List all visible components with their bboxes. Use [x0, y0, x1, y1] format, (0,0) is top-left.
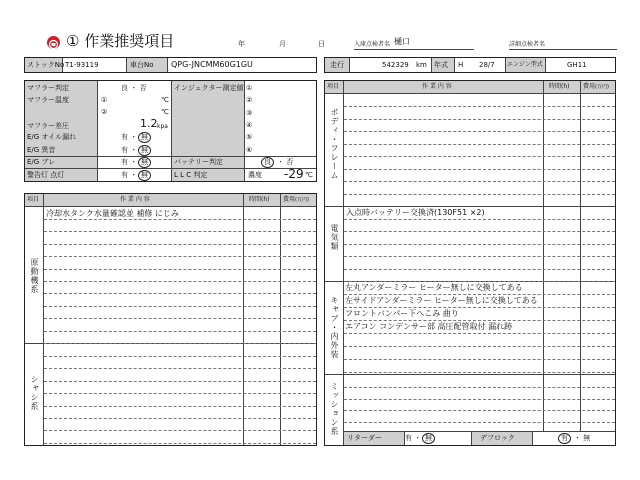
difflock-label: デフロック [480, 434, 515, 442]
chassis-value: QPG-JNCMM60G1GU [171, 60, 253, 69]
ruled-line [44, 368, 316, 369]
page-title: ① 作業推奨項目 [66, 32, 175, 50]
warn-lamp-no: 無 [138, 170, 151, 181]
injector-5: ⑤ [246, 133, 253, 141]
detail-inspector-label: 詳細点検者名 [509, 41, 546, 48]
left-header-cost: 費用(万円) [283, 196, 309, 203]
ruled-line [344, 410, 615, 411]
ruled-line [44, 219, 316, 220]
ruled-line [344, 119, 615, 120]
warn-lamp-yes: 有 ・ [121, 171, 138, 179]
injector-3: ③ [246, 109, 253, 117]
muffler-judge-label: マフラー判定 [27, 84, 69, 92]
right-header-content: 作 業 内 容 [422, 83, 452, 90]
cab-work-item-4: エアコン コンデンサー部 高圧配管取付 漏れ跡 [345, 322, 513, 331]
electrical-work-item: 入点時バッテリー交換済(130F51 ×2) [346, 208, 485, 217]
ruled-line [344, 307, 615, 308]
ruled-line [44, 418, 316, 419]
ruled-line [44, 331, 316, 332]
muffler-temp-label: マフラー温度 [27, 96, 69, 104]
injector-2: ② [246, 96, 253, 104]
left-header-item: 項目 [27, 196, 40, 203]
ruled-line [44, 356, 316, 357]
mileage-unit: km [416, 61, 427, 69]
electrical-section-label: 電気類 [330, 224, 339, 251]
retarder-no: 無 [422, 433, 435, 444]
month-label: 月 [279, 40, 286, 48]
ruled-line [44, 256, 316, 257]
battery-bad: ・ 否 [277, 158, 294, 166]
injector-label: インジェクター測定値 [174, 84, 244, 92]
engine-work-item: 冷却水タンク水量確認並 補修 にじみ [46, 209, 179, 218]
mission-section-label: ミッション系 [330, 382, 339, 436]
right-header-item: 項目 [327, 83, 340, 90]
muffler-judge-value: 良 ・ 否 [121, 84, 147, 92]
ruled-line [344, 106, 615, 107]
logo-icon [47, 36, 60, 49]
ruled-line [344, 387, 615, 388]
ruled-line [344, 169, 615, 170]
mileage-label: 走行 [330, 61, 344, 69]
engine-type-value: GH11 [567, 61, 587, 69]
ruled-line [44, 231, 316, 232]
ruled-line [344, 281, 615, 282]
ruled-line [344, 422, 615, 423]
left-header-time: 時間(h) [249, 196, 270, 203]
body-frame-section-label: ボディ・フレーム [330, 108, 339, 180]
battery-label: バッテリー判定 [174, 158, 223, 166]
ruled-line [44, 443, 316, 444]
year-model-value: 28/7 [479, 61, 495, 69]
retarder-yes: 有 ・ [405, 434, 422, 442]
ruled-line [344, 181, 615, 182]
ruled-line [344, 372, 615, 373]
muffler-temp-2: ② [101, 108, 108, 116]
difflock-yes: 有 [558, 433, 571, 444]
right-header-cost: 費用(万円) [583, 83, 609, 90]
ruled-line [344, 256, 615, 257]
ruled-line [44, 381, 316, 382]
stock-label: ストックNo [27, 61, 65, 69]
ruled-line [344, 346, 615, 347]
muffler-temp-1-unit: ℃ [161, 96, 169, 104]
shake-yes: 有 ・ [121, 158, 138, 166]
ruled-line [344, 131, 615, 132]
ruled-line [344, 194, 615, 195]
stock-value: T1-93119 [65, 61, 99, 69]
right-work-table [324, 80, 616, 446]
muffler-diff-unit: kpa [157, 123, 168, 130]
battery-good: 良 [261, 157, 274, 168]
year-era: H [458, 61, 464, 69]
ruled-line [344, 269, 615, 270]
ruled-line [344, 320, 615, 321]
ruled-line [344, 294, 615, 295]
ruled-line [44, 244, 316, 245]
density-unit: ℃ [305, 171, 313, 179]
chassis-section-label: シャシ系 [30, 375, 39, 411]
ruled-line [344, 359, 615, 360]
year-label: 年 [238, 40, 245, 48]
oil-leak-no: 無 [138, 132, 151, 143]
difflock-no: ・ 無 [574, 434, 591, 442]
retarder-label: リターダー [347, 434, 382, 442]
inspector-label: 入庫点検者名 [354, 41, 391, 48]
density-label: 濃度 [248, 171, 262, 179]
shake-no: 無 [138, 157, 151, 168]
ruled-line [344, 244, 615, 245]
ruled-line [344, 231, 615, 232]
ruled-line [44, 269, 316, 270]
llc-label: L L C 判定 [174, 171, 208, 179]
cab-work-item-3: フロントバンパー下へこみ 曲り [345, 309, 459, 318]
engine-section-label: 原動機系 [30, 258, 39, 294]
ruled-line [344, 333, 615, 334]
oil-leak-yes: 有 ・ [121, 133, 138, 141]
density-value: -29 [284, 167, 304, 181]
ruled-line [344, 219, 615, 220]
mileage-value: 542329 [382, 61, 409, 69]
ruled-line [44, 343, 316, 344]
shake-label: E/G ブレ [27, 158, 56, 166]
warn-lamp-label: 警告灯 点灯 [27, 171, 65, 179]
ruled-line [44, 281, 316, 282]
noise-yes: 有 ・ [121, 146, 138, 154]
ruled-line [44, 293, 316, 294]
ruled-line [44, 406, 316, 407]
day-label: 日 [318, 40, 325, 48]
injector-1: ① [246, 84, 253, 92]
muffler-temp-1: ① [101, 96, 108, 104]
muffler-diff-label: マフラー差圧 [27, 122, 69, 130]
cab-section-label: キャブ・内外装 [330, 296, 339, 359]
ruled-line [44, 306, 316, 307]
ruled-line [344, 144, 615, 145]
year-model-label: 年式 [434, 61, 448, 69]
ruled-line [44, 430, 316, 431]
engine-type-label: エンジン型式 [507, 61, 543, 68]
injector-4: ④ [246, 121, 253, 129]
ruled-line [44, 318, 316, 319]
ruled-line [344, 156, 615, 157]
right-header-time: 時間(h) [549, 83, 570, 90]
left-header-content: 作 業 内 容 [120, 196, 150, 203]
ruled-line [44, 393, 316, 394]
cab-work-item-2: 左サイドアンダーミラー ヒーター無しに交換してある [345, 296, 538, 305]
chassis-label: 車台No [130, 61, 154, 69]
noise-label: E/G 異音 [27, 146, 56, 154]
ruled-line [344, 399, 615, 400]
muffler-temp-2-unit: ℃ [161, 108, 169, 116]
noise-no: 無 [138, 145, 151, 156]
injector-6: ⑥ [246, 146, 253, 154]
cab-work-item-1: 左丸アンダーミラー ヒーター無しに交換してある [345, 283, 523, 292]
muffler-diff-value: 1.2 [140, 117, 158, 130]
inspector-name: 樋口 [394, 37, 410, 46]
oil-leak-label: E/G オイル漏れ [27, 133, 77, 141]
